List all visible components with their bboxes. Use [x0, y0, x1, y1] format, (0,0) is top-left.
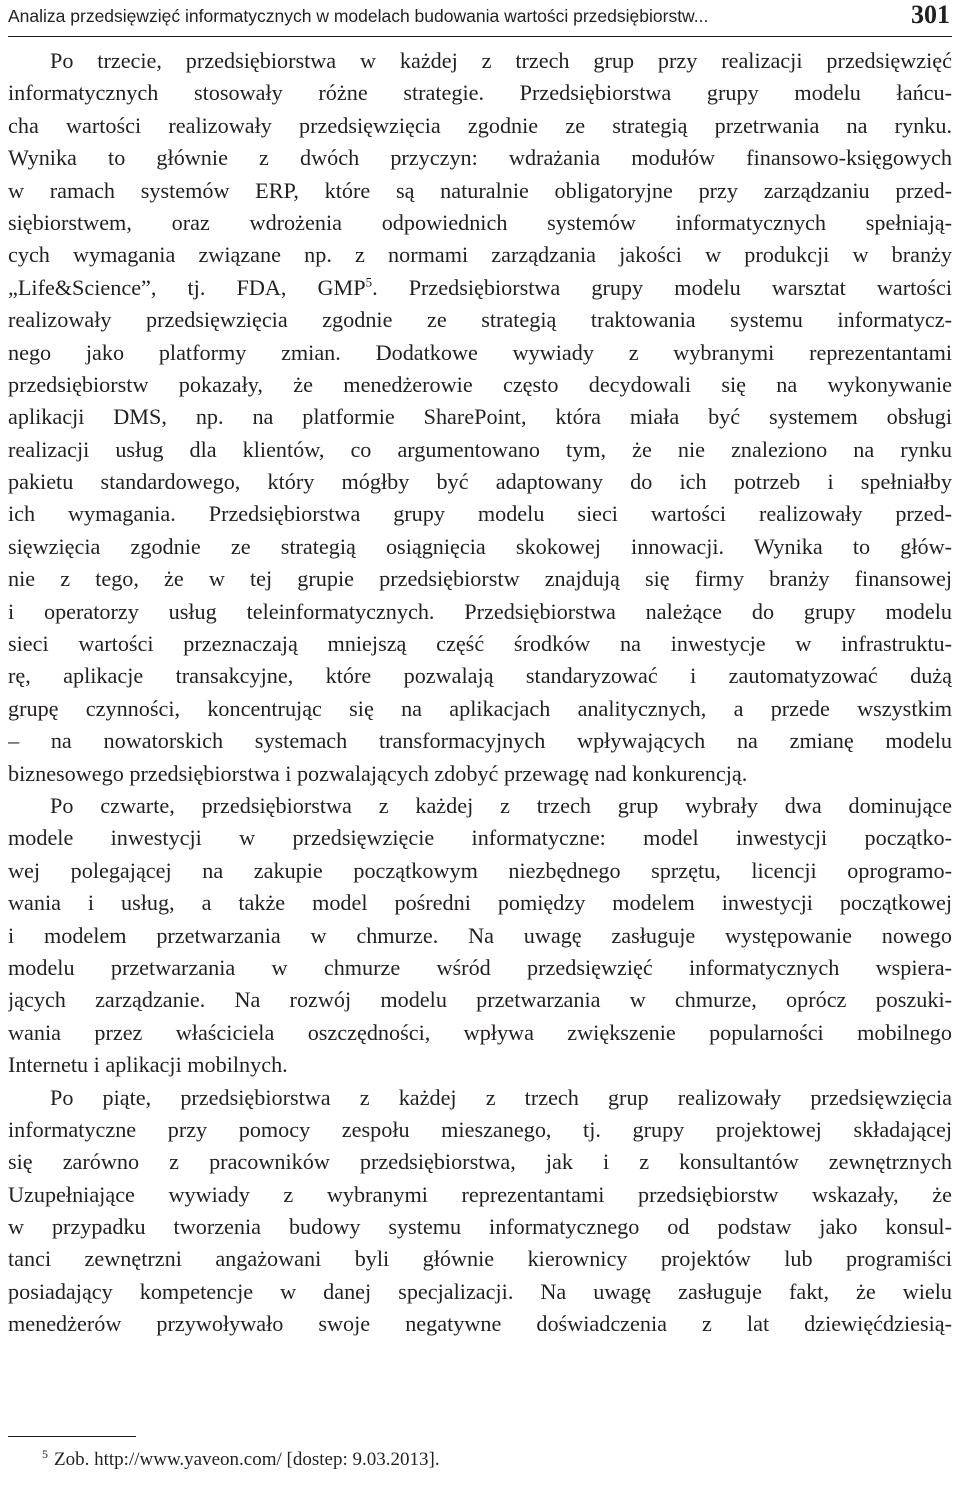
text-line-paragraph-start: Po trzecie, przedsiębiorstwa w każdej z trzech grup przy realizacji przedsięwzięć — [50, 48, 952, 73]
text-line: nego jako platformy zmian. Dodatkowe wywiady z wybranymi reprezentantami — [8, 339, 952, 365]
text-line: informatyczne przy pomocy zespołu mieszanego, tj. grupy projektowej składającej — [8, 1116, 952, 1142]
text-line: rę, aplikacje transakcyjne, które pozwalają standaryzować i zautomatyzować dużą — [8, 663, 952, 689]
text-line: – na nowatorskich systemach transformacyjnych wpływających na zmianę modelu — [8, 728, 952, 754]
text-line-paragraph-end: Internetu i aplikacji mobilnych. — [8, 1052, 288, 1078]
text-line: sieci wartości przeznaczają mniejszą część środków na inwestycje w infrastruktu- — [8, 631, 952, 657]
footnote — [42, 1446, 440, 1474]
body-text — [8, 45, 952, 1341]
text-line: siębiorstwem, oraz wdrożenia odpowiednich systemów informatycznych spełniają- — [8, 209, 952, 235]
footnote-text: Zob. http://www.yaveon.com/ [dostep: 9.03.2013]. — [54, 1449, 440, 1470]
text-line-paragraph-end: biznesowego przedsiębiorstwa i pozwalających zdobyć przewagę nad konkurencją. — [8, 760, 748, 786]
text-line: w ramach systemów ERP, które są naturalnie obligatoryjne przy zarządzaniu przed- — [8, 177, 952, 203]
text-line: cych wymagania związane np. z normami zarządzania jakości w produkcji w branży — [8, 242, 952, 268]
page-number: 301 — [911, 0, 950, 29]
text-segment: „Life&Science”, tj. FDA, GMP — [8, 274, 366, 300]
running-header — [8, 0, 952, 37]
text-line-paragraph-start: Po czwarte, przedsiębiorstwa z każdej z trzech grup wybrały dwa dominujące — [50, 792, 952, 818]
text-line: modele inwestycji w przedsięwzięcie informatyczne: model inwestycji początko- — [8, 825, 952, 851]
text-line: i modelem przetwarzania w chmurze. Na uwagę zasługuje występowanie nowego — [8, 922, 952, 948]
text-line: cha wartości realizowały przedsięwzięcia zgodnie ze strategią przetrwania na rynku. — [8, 112, 952, 138]
text-line: jących zarządzanie. Na rozwój modelu przetwarzania w chmurze, oprócz poszuki- — [8, 987, 952, 1013]
text-line: modelu przetwarzania w chmurze wśród przedsięwzięć informatycznych wspiera- — [8, 954, 952, 980]
text-line: realizacji usług dla klientów, co argumentowano tym, że nie znaleziono na rynku — [8, 436, 952, 462]
text-line: w przypadku tworzenia budowy systemu informatycznego od podstaw jako konsul- — [8, 1214, 952, 1240]
text-line: posiadający kompetencje w danej specjalizacji. Na uwagę zasługuje fakt, że wielu — [8, 1278, 952, 1304]
text-line: menedżerów przywoływało swoje negatywne doświadczenia z lat dziewięćdziesią- — [8, 1311, 952, 1337]
text-line: sięwzięcia zgodnie ze strategią osiągnięcia skokowej innowacji. Wynika to głów- — [8, 533, 952, 559]
text-line-paragraph-start: Po piąte, przedsiębiorstwa z każdej z trzech grup realizowały przedsięwzięcia — [50, 1084, 952, 1110]
text-line: grupę czynności, koncentrując się na aplikacjach analitycznych, a przede wszystkim — [8, 695, 952, 721]
footnote-divider — [8, 1436, 136, 1437]
text-line: nie z tego, że w tej grupie przedsiębiorstw znajdują się firmy branży finansowej — [8, 566, 952, 592]
text-line: się zarówno z pracowników przedsiębiorstwa, jak i z konsultantów zewnętrznych — [8, 1149, 952, 1175]
text-line: ich wymagania. Przedsiębiorstwa grupy modelu sieci wartości realizowały przed- — [8, 501, 952, 527]
text-line: wania i usług, a także model pośredni pomiędzy modelem inwestycji początkowej — [8, 890, 952, 916]
text-line: i operatorzy usług teleinformatycznych. Przedsiębiorstwa należące do grupy modelu — [8, 598, 952, 624]
text-segment: . Przedsiębiorstwa grupy modelu warsztat wartości — [372, 274, 952, 300]
text-line: Wynika to głównie z dwóch przyczyn: wdrażania modułów finansowo-księgowych — [8, 145, 952, 171]
text-line: informatycznych stosowały różne strategie. Przedsiębiorstwa grupy modelu łańcu- — [8, 80, 952, 106]
text-line: tanci zewnętrzni angażowani byli głównie kierownicy projektów lub programiści — [8, 1246, 952, 1272]
footnote-number: 5 — [42, 1446, 48, 1461]
text-line: pakietu standardowego, który mógłby być adaptowany do ich potrzeb i spełniałby — [8, 469, 952, 495]
text-line: realizowały przedsięwzięcia zgodnie ze strategią traktowania systemu informatycz- — [8, 307, 952, 333]
text-line: przedsiębiorstw pokazały, że menedżerowie często decydowali się na wykonywanie — [8, 371, 952, 397]
text-line: aplikacji DMS, np. na platformie SharePoint, która miała być systemem obsługi — [8, 404, 952, 430]
text-line-with-footnote — [8, 272, 952, 304]
running-title: Analiza przedsięwzięć informatycznych w modelach budowania wartości przedsiębiorstw... — [8, 6, 709, 26]
text-line: Uzupełniające wywiady z wybranymi reprezentantami przedsiębiorstw wskazały, że — [8, 1181, 952, 1207]
text-line: wania przez właściciela oszczędności, wpływa zwiększenie popularności mobilnego — [8, 1019, 952, 1045]
footnote-reference: 5 — [365, 274, 373, 290]
text-line: wej polegającej na zakupie początkowym niezbędnego sprzętu, licencji oprogramo- — [8, 857, 952, 883]
